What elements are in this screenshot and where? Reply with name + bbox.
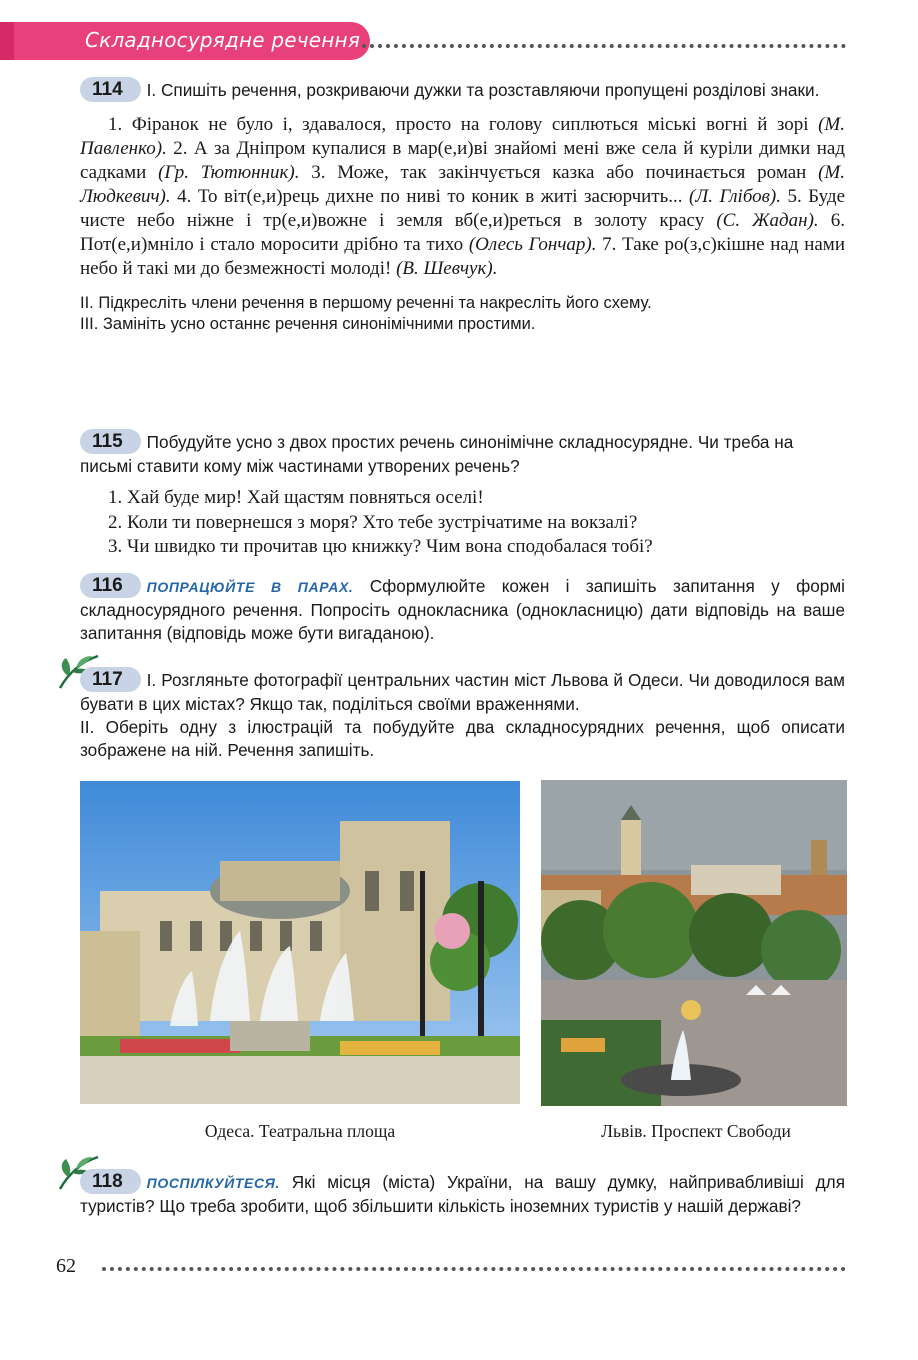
sentence-text: 7. Таке ро(з,с)кішне над нами небо й такі ми до безмежності молоді! bbox=[80, 234, 846, 279]
header-dotted-line bbox=[362, 44, 846, 48]
lviv-caption: Львів. Проспект Свободи bbox=[601, 1121, 791, 1141]
odesa-caption: Одеса. Театральна площа bbox=[204, 1121, 396, 1141]
page-number: 62 bbox=[56, 1255, 76, 1277]
task-number: 115 bbox=[80, 429, 141, 454]
task-number: 118 bbox=[80, 1169, 141, 1194]
source: (Олесь Гончар). bbox=[468, 234, 597, 255]
task-number: 114 bbox=[80, 77, 141, 102]
task-intro: Побудуйте усно з двох простих речень синонімічне складносурядне. Чи треба на письмі ставити кому між частинами утворених речень? bbox=[80, 432, 794, 476]
task-117-part1: І. Розгляньте фотографії центральних частин міст Львова й Одеси. Чи доводилося вам бувати в цих містах? Якщо так, поділіться своїми враженнями. bbox=[80, 670, 845, 714]
pair-work-label: ПОПРАЦЮЙТЕ В ПАРАХ. bbox=[146, 579, 354, 595]
header-strip bbox=[0, 22, 14, 60]
chapter-title: Складносурядне речення bbox=[85, 28, 361, 52]
task-114-sentences bbox=[80, 113, 845, 281]
source: (Гр. Тютюнник). bbox=[158, 162, 300, 183]
task-114-part2: ІІ. Підкресліть члени речення в першому реченні та накресліть його схему. bbox=[80, 294, 652, 312]
task-number: 116 bbox=[80, 573, 141, 598]
task-117 bbox=[80, 668, 845, 762]
task-117-part2: ІІ. Оберіть одну з ілюстрацій та побудуйте два складносурядних речення, щоб описати зображене на ній. Речення запишіть. bbox=[80, 717, 845, 760]
task-116 bbox=[80, 574, 845, 645]
task-114 bbox=[80, 78, 845, 335]
sentence-text: 5. Буде чисте небо ніжне і тр(е,и)вожне і земля вб(е,и)реться в золоту красу bbox=[80, 186, 846, 231]
sentence-text: 4. То віт(е,и)рець дихне по ниві то коник в житі засюрчить... bbox=[170, 186, 690, 207]
source: (В. Шевчук). bbox=[396, 258, 498, 279]
source: (М. Людкевич). bbox=[80, 162, 845, 207]
source: (Л. Глібов). bbox=[689, 186, 781, 207]
source: (С. Жадан). bbox=[716, 210, 819, 231]
footer-dotted-line bbox=[102, 1267, 846, 1271]
task-114-part3: ІІІ. Замініть усно останнє речення синонімічними простими. bbox=[80, 315, 536, 333]
task-intro: І. Спишіть речення, розкриваючи дужки та розставляючи пропущені розділові знаки. bbox=[146, 80, 820, 100]
chapter-header bbox=[0, 22, 918, 60]
task-text: Які місця (міста) України, на вашу думку, найпривабливіші для туристів? Що треба зробити, щоб збільшити кількість іноземних туристів у нашій державі? bbox=[80, 1172, 845, 1216]
task-text: Сформулюйте кожен і запишіть запитання у формі складносурядного речення. Попросіть однокласника (однокласницю) дати відповідь на ваше запитання (відповідь може бути вигаданою). bbox=[80, 576, 845, 643]
task-115 bbox=[80, 430, 845, 560]
sentence-text: 3. Може, так закінчується казка або починається роман bbox=[299, 162, 819, 183]
task-number: 117 bbox=[80, 667, 141, 692]
talk-label: ПОСПІЛКУЙТЕСЯ. bbox=[146, 1175, 280, 1191]
task-115-list bbox=[108, 486, 845, 560]
lviv-photo bbox=[541, 780, 847, 1106]
task-118 bbox=[80, 1170, 845, 1218]
list-item: 1. Хай буде мир! Хай щастям повняться оселі! bbox=[108, 487, 484, 508]
chapter-tab bbox=[0, 22, 370, 60]
source: (М. Павленко). bbox=[80, 114, 845, 159]
sentence-text: 1. Фіранок не було і, здавалося, просто на голову сиплються міські вогні й зорі bbox=[108, 114, 819, 135]
odesa-photo bbox=[80, 781, 520, 1104]
list-item: 3. Чи швидко ти прочитав цю книжку? Чим вона сподобалася тобі? bbox=[108, 536, 653, 557]
sentence-text: 6. Пот(е,и)мніло і стало моросити дрібно та тихо bbox=[80, 210, 846, 255]
sentence-text: 2. А за Дніпром купалися в мар(е,и)ві знайомі мені вже села й куріли димки над садками bbox=[80, 138, 845, 183]
list-item: 2. Коли ти повернешся з моря? Хто тебе зустрічатиме на вокзалі? bbox=[108, 511, 638, 533]
